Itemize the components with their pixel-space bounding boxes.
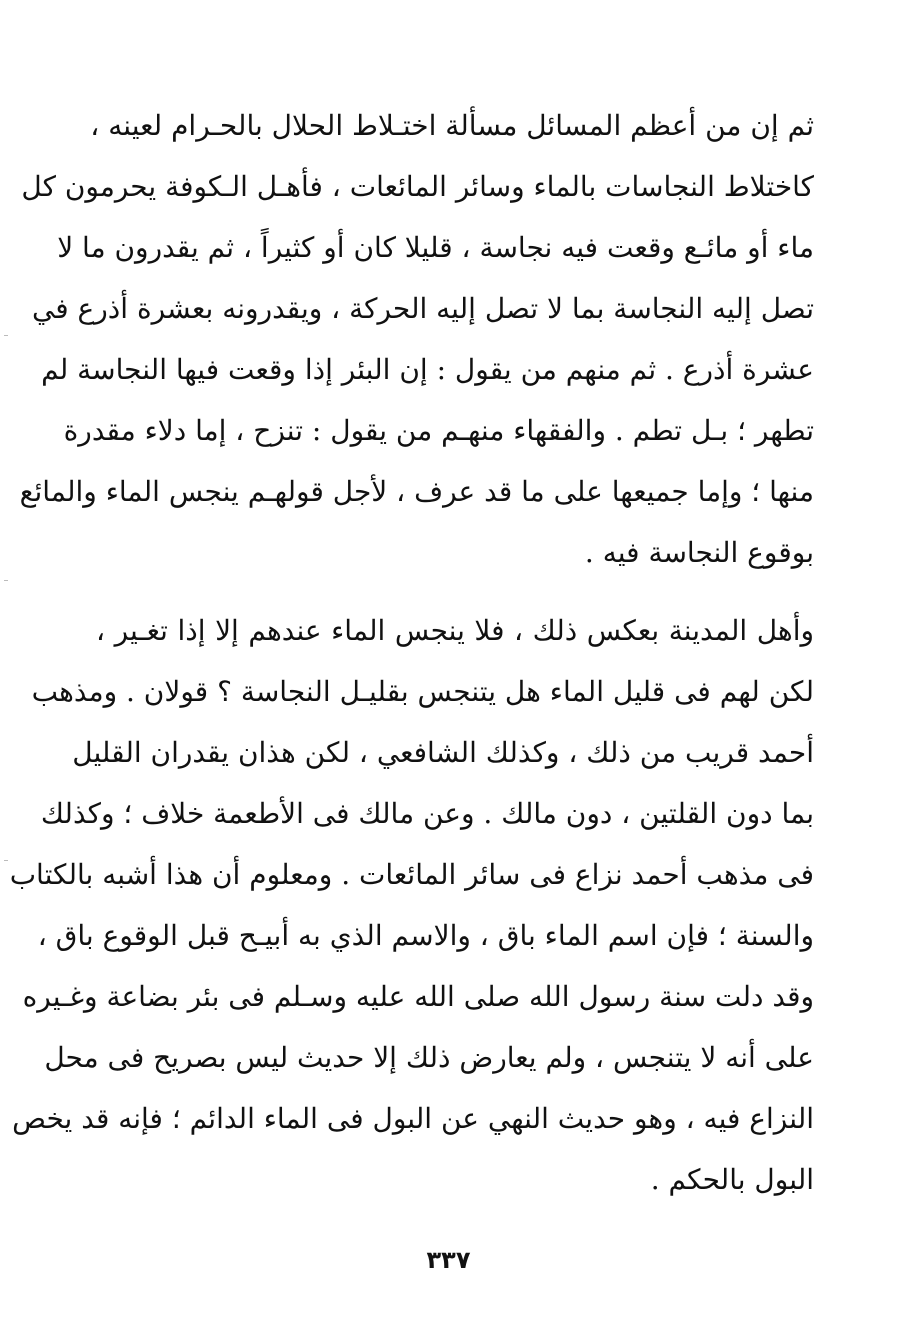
margin-mark — [4, 860, 8, 861]
paragraph-1-line-7: منها ؛ وإما جميعها على ما قد عرف ، لأجل قولهـم ينجس الماء والمائع — [19, 475, 814, 508]
paragraph-2 — [9, 600, 814, 1210]
paragraph-2-line-9: النزاع فيه ، وهو حديث النهي عن البول فى الماء الدائم ؛ فإنه قد يخص — [12, 1102, 814, 1135]
paragraph-1-line-8: بوقوع النجاسة فيه . — [584, 536, 814, 569]
paragraph-1 — [19, 95, 814, 583]
paragraph-2-line-7: وقد دلت سنة رسول الله صلى الله عليه وسـلم فى بئر بضاعة وغـيره — [22, 980, 814, 1013]
paragraph-1-line-4: تصل إليه النجاسة بما لا تصل إليه الحركة ، ويقدرونه بعشرة أذرع في — [31, 292, 814, 325]
paragraph-2-line-4: بما دون القلتين ، دون مالك . وعن مالك فى الأطعمة خلاف ؛ وكذلك — [40, 797, 814, 830]
page-number: ٣٣٧ — [426, 1246, 471, 1274]
paragraph-1-line-1: ثم إن من أعظم المسائل مسألة اختـلاط الحلال بالحـرام لعينه ، — [90, 109, 814, 142]
paragraph-1-line-3: ماء أو مائـع وقعت فيه نجاسة ، قليلا كان أو كثيراً ، ثم يقدرون ما لا — [57, 231, 814, 264]
margin-mark — [4, 335, 8, 336]
paragraph-1-line-2: كاختلاط النجاسات بالماء وسائر المائعات ، فأهـل الـكوفة يحرمون كل — [21, 170, 814, 203]
paragraph-2-line-5: فى مذهب أحمد نزاع فى سائر المائعات . ومعلوم أن هذا أشبه بالكتاب — [9, 858, 814, 891]
paragraph-2-line-10: البول بالحكم . — [650, 1163, 814, 1196]
margin-mark — [4, 580, 8, 581]
paragraph-1-line-6: تطهر ؛ بـل تطم . والفقهاء منهـم من يقول : تنزح ، إما دلاء مقدرة — [63, 414, 814, 447]
paragraph-1-line-5: عشرة أذرع . ثم منهم من يقول : إن البئر إذا وقعت فيها النجاسة لم — [41, 353, 814, 386]
paragraph-2-line-2: لكن لهم فى قليل الماء هل يتنجس بقليـل النجاسة ؟ قولان . ومذهب — [31, 675, 814, 708]
paragraph-2-line-6: والسنة ؛ فإن اسم الماء باق ، والاسم الذي به أبيـح قبل الوقوع باق ، — [37, 919, 814, 952]
paragraph-2-line-1: وأهل المدينة بعكس ذلك ، فلا ينجس الماء عندهم إلا إذا تغـير ، — [96, 614, 814, 647]
paragraph-2-line-3: أحمد قريب من ذلك ، وكذلك الشافعي ، لكن هذان يقدران القليل — [72, 736, 814, 769]
paragraph-2-line-8: على أنه لا يتنجس ، ولم يعارض ذلك إلا حديث ليس بصريح فى محل — [44, 1041, 814, 1074]
